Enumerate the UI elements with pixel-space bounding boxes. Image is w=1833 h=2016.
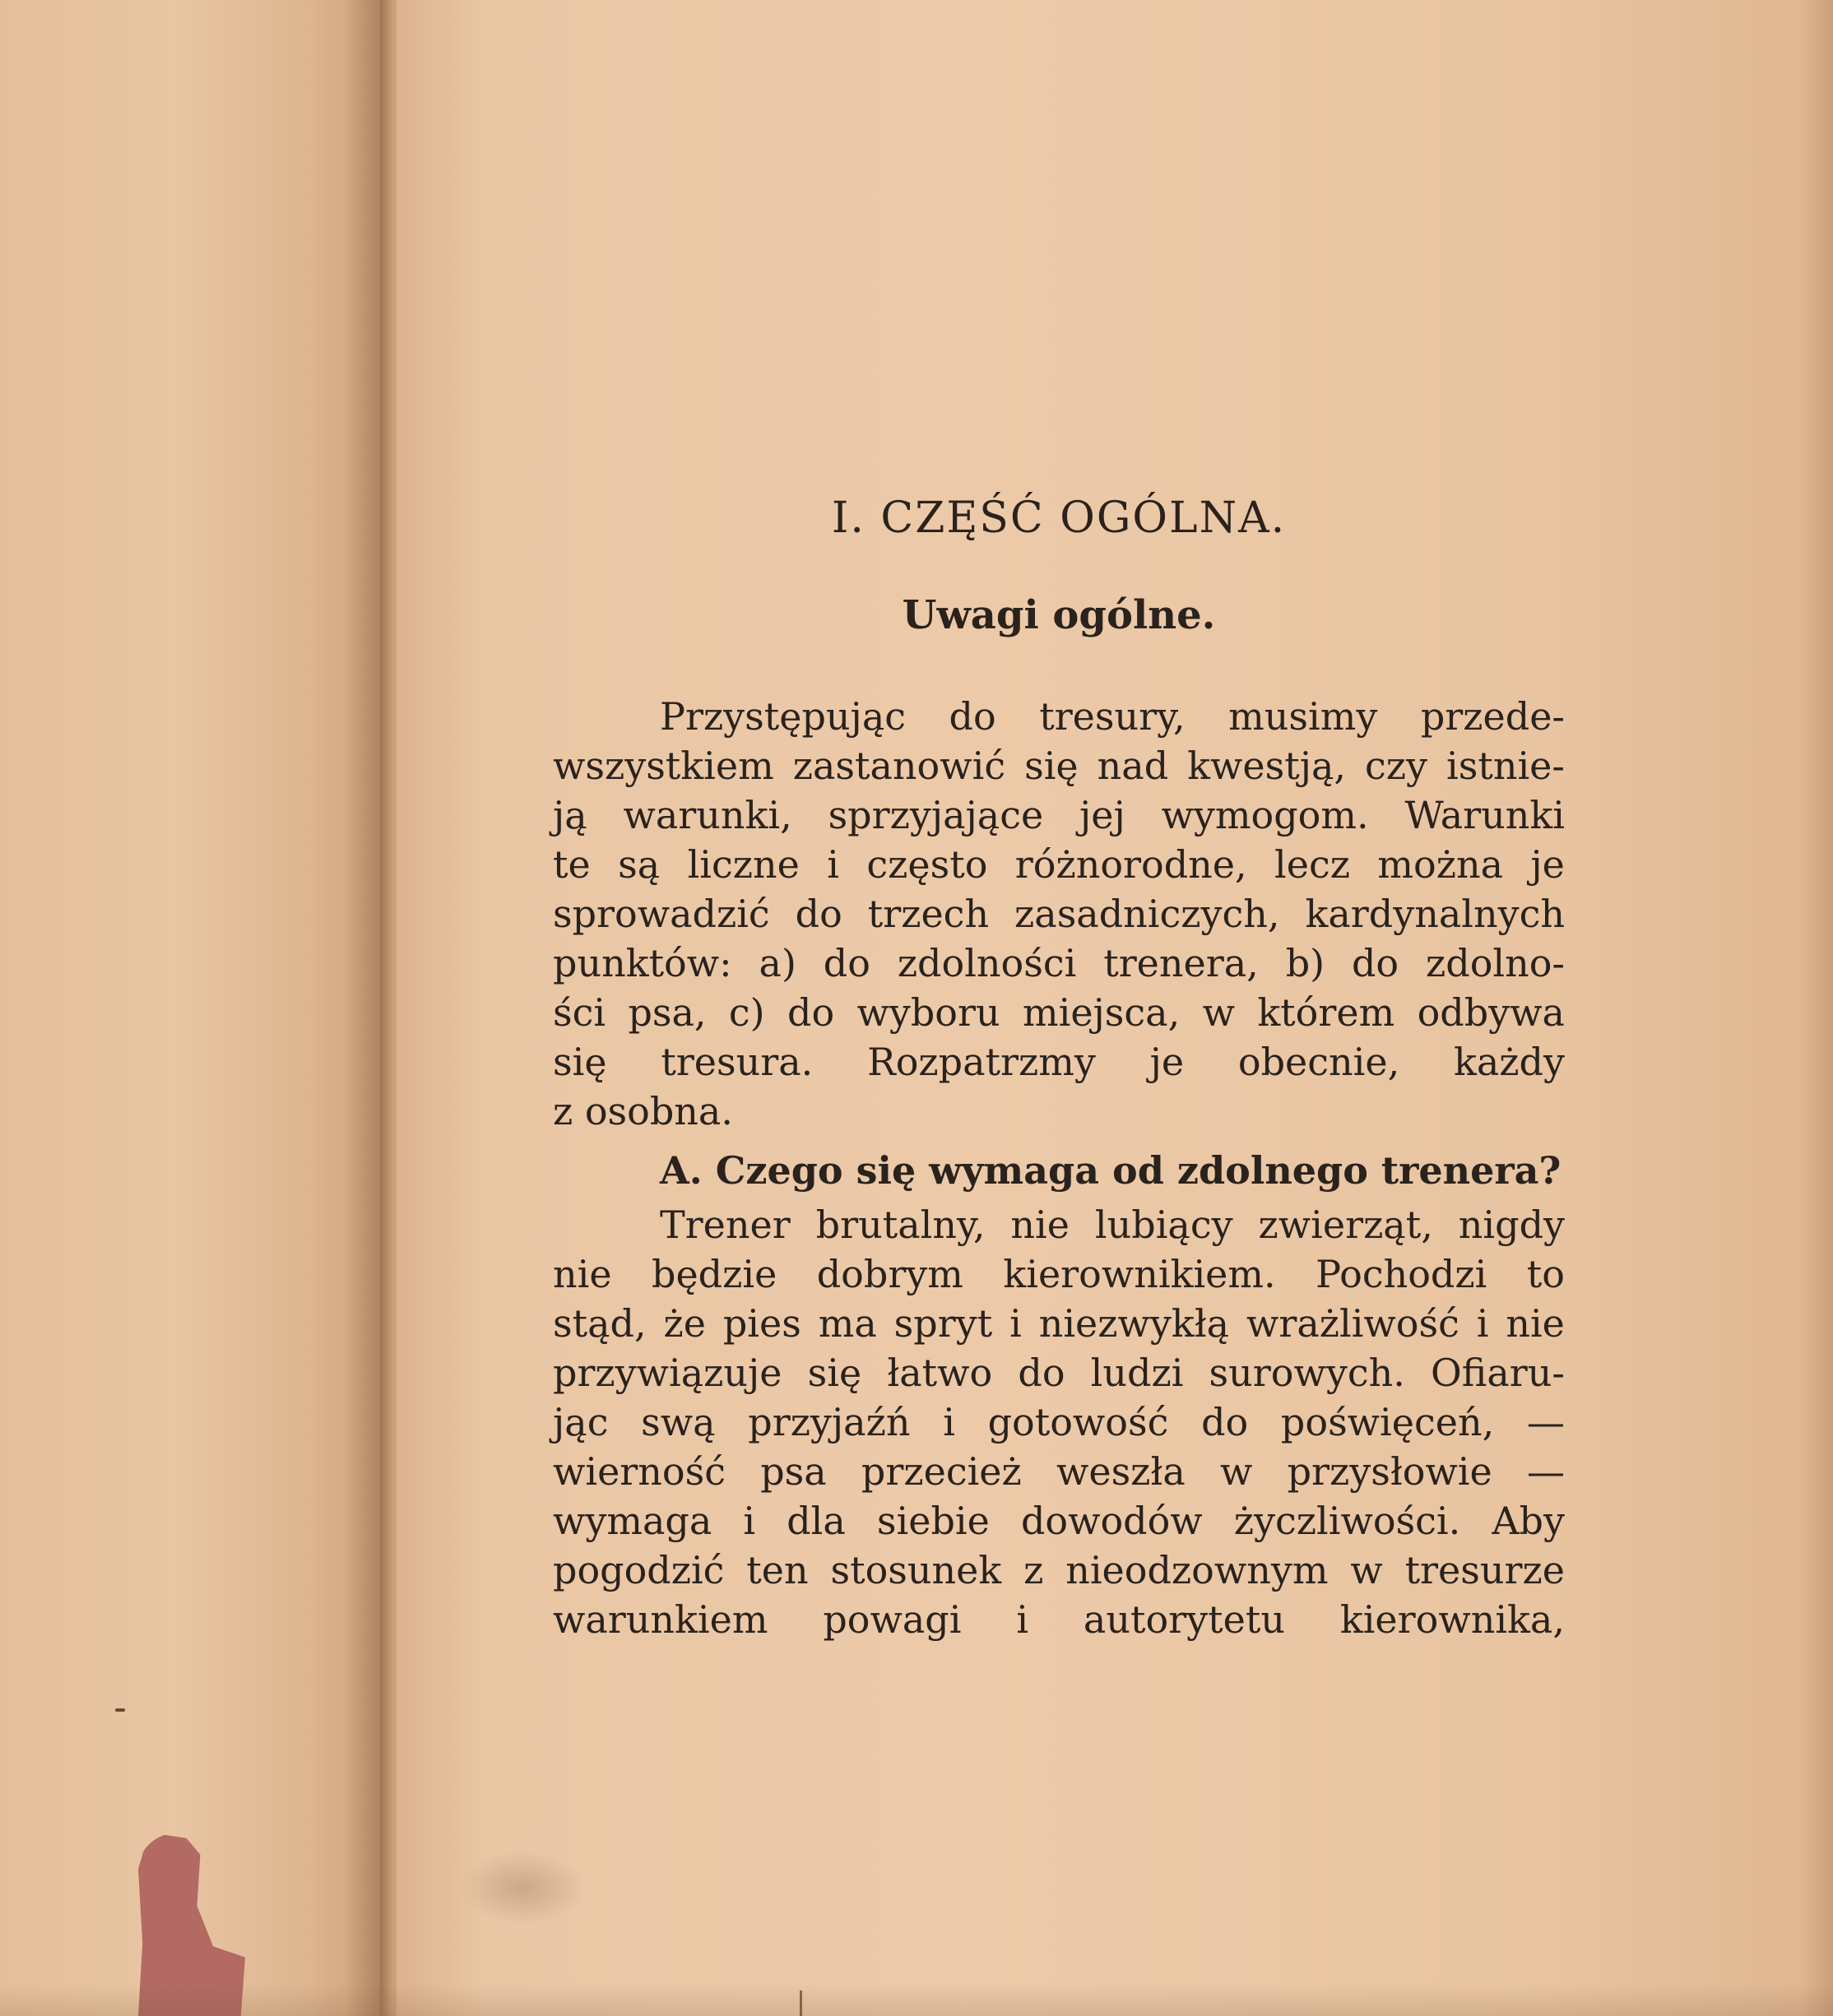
word: Pochodzi: [1316, 1252, 1487, 1296]
word: Trener: [660, 1203, 791, 1247]
word: a): [759, 941, 796, 985]
left-page: [0, 0, 387, 2016]
word: jej: [1079, 793, 1125, 837]
text-line: [553, 692, 1565, 741]
word: przede-: [1420, 694, 1565, 739]
word: liczne: [687, 842, 800, 887]
word: swą: [641, 1400, 716, 1444]
word: często: [866, 842, 988, 887]
word: kierownika,: [1339, 1597, 1565, 1642]
word: siebie: [876, 1499, 990, 1543]
word: warunki,: [623, 793, 792, 837]
word: Ofiaru-: [1430, 1351, 1565, 1395]
text-line: [553, 741, 1565, 790]
paper-smudge: [461, 1851, 584, 1925]
word: kwestją,: [1187, 744, 1347, 788]
word: wrażliwość: [1246, 1301, 1459, 1346]
text-line: [553, 1348, 1565, 1397]
word: dla: [787, 1499, 846, 1543]
word: pies: [722, 1301, 801, 1346]
word: się: [807, 1351, 862, 1395]
word: i: [743, 1499, 756, 1543]
word: wszystkiem: [553, 744, 774, 788]
line-text: z osobna.: [553, 1089, 733, 1133]
word: się: [553, 1040, 607, 1084]
word: Aby: [1492, 1499, 1565, 1543]
text-line: [553, 840, 1565, 889]
word: tresura.: [661, 1040, 814, 1084]
word: musimy: [1228, 694, 1378, 739]
word: zdolności: [897, 941, 1077, 985]
text-line: [553, 1299, 1565, 1348]
page-text: [553, 494, 1565, 1644]
word: są: [618, 842, 661, 887]
word: powagi: [823, 1597, 962, 1642]
word: ma: [818, 1301, 877, 1346]
word: zwierząt,: [1258, 1203, 1433, 1247]
word: w: [1202, 990, 1235, 1035]
word: nad: [1097, 744, 1169, 788]
word: Przystępując: [660, 694, 906, 739]
word: i: [827, 842, 839, 887]
paragraph-1: [553, 692, 1565, 1136]
word: przysłowie: [1287, 1449, 1492, 1494]
word: psa: [760, 1449, 827, 1494]
word: nigdy: [1458, 1203, 1565, 1247]
ink-speck: [115, 1708, 125, 1712]
word: dobrym: [816, 1252, 963, 1296]
word: punktów:: [553, 941, 732, 985]
word: wyboru: [856, 990, 1000, 1035]
paragraph-2: [553, 1200, 1565, 1644]
section-title: Uwagi ogólne.: [902, 592, 1216, 638]
word: odbywa: [1417, 990, 1565, 1035]
text-line: [553, 1037, 1565, 1087]
word: jąc: [553, 1400, 609, 1444]
text-line: [553, 988, 1565, 1037]
right-page-edge: [1800, 0, 1833, 2016]
word: łatwo: [887, 1351, 993, 1395]
word: istnie-: [1446, 744, 1565, 788]
text-line: [553, 1397, 1565, 1447]
word: pogodzić: [553, 1548, 725, 1592]
word: można: [1377, 842, 1503, 887]
word: —: [1526, 1449, 1565, 1494]
page-bottom-shadow: [0, 1983, 1833, 2016]
word: zdolno-: [1426, 941, 1565, 985]
word: c): [728, 990, 765, 1035]
word: brutalny,: [815, 1203, 986, 1247]
word: dowodów: [1020, 1499, 1203, 1543]
word: przyjaźń: [748, 1400, 911, 1444]
word: w: [1350, 1548, 1383, 1592]
word: do: [795, 892, 842, 936]
text-line: [553, 790, 1565, 840]
text-line: [553, 1200, 1565, 1249]
word: i: [943, 1400, 955, 1444]
word: nie: [553, 1252, 612, 1296]
word: trzech: [867, 892, 990, 936]
word: i: [1476, 1301, 1489, 1346]
word: i: [1009, 1301, 1022, 1346]
word: poświęceń,: [1280, 1400, 1495, 1444]
word: je: [1149, 1040, 1185, 1084]
word: ten: [746, 1548, 809, 1592]
word: gotowość: [987, 1400, 1169, 1444]
word: do: [787, 990, 835, 1035]
word: —: [1526, 1400, 1565, 1444]
word: autorytetu: [1083, 1597, 1285, 1642]
word: je: [1530, 842, 1565, 887]
word: to: [1526, 1252, 1565, 1296]
text-line: [553, 1496, 1565, 1546]
word: różnorodne,: [1014, 842, 1247, 887]
word: warunkiem: [553, 1597, 768, 1642]
word: ści: [553, 990, 606, 1035]
word: będzie: [652, 1252, 777, 1296]
word: trenera,: [1103, 941, 1259, 985]
word: te: [553, 842, 591, 887]
word: ludzi: [1090, 1351, 1184, 1395]
word: zasadniczych,: [1014, 892, 1280, 936]
word: tresurze: [1404, 1548, 1565, 1592]
text-line: [553, 1249, 1565, 1299]
word: wymogom.: [1161, 793, 1369, 837]
word: nieodzownym: [1065, 1548, 1329, 1592]
word: lubiący: [1094, 1203, 1233, 1247]
word: nie: [1010, 1203, 1070, 1247]
word: lecz: [1274, 842, 1350, 887]
word: zastanowić: [792, 744, 1006, 788]
word: że: [663, 1301, 706, 1346]
word: do: [949, 694, 996, 739]
chapter-title: I. CZĘŚĆ OGÓLNA.: [831, 494, 1287, 543]
word: psa,: [628, 990, 707, 1035]
word: którem: [1257, 990, 1395, 1035]
word: obecnie,: [1237, 1040, 1400, 1084]
word: weszła: [1056, 1449, 1186, 1494]
word: niezwykłą: [1038, 1301, 1230, 1346]
word: czy: [1365, 744, 1428, 788]
word: ją: [553, 793, 587, 837]
word: wierność: [553, 1449, 726, 1494]
word: do: [1018, 1351, 1065, 1395]
word: życzliwości.: [1233, 1499, 1461, 1543]
word: sprowadzić: [553, 892, 770, 936]
word: do: [823, 941, 870, 985]
word: się: [1024, 744, 1079, 788]
word: wymaga: [553, 1499, 712, 1543]
word: surowych.: [1209, 1351, 1405, 1395]
text-line: [553, 1595, 1565, 1644]
word: przywiązuje: [553, 1351, 782, 1395]
word: do: [1201, 1400, 1249, 1444]
word: przecież: [861, 1449, 1022, 1494]
word: Warunki: [1404, 793, 1565, 837]
word: każdy: [1454, 1040, 1565, 1084]
text-line: [553, 1087, 1565, 1136]
word: do: [1351, 941, 1399, 985]
word: b): [1285, 941, 1325, 985]
text-line: [553, 889, 1565, 938]
text-line: [553, 1546, 1565, 1595]
word: sprzyjające: [828, 793, 1044, 837]
word: kierownikiem.: [1003, 1252, 1276, 1296]
word: kardynalnych: [1305, 892, 1565, 936]
word: stąd,: [553, 1301, 647, 1346]
word: stosunek: [830, 1548, 1002, 1592]
text-line: [553, 938, 1565, 988]
subheading: A. Czego się wymaga od zdolnego trenera?: [660, 1148, 1562, 1193]
word: z: [1023, 1548, 1044, 1592]
word: nie: [1506, 1301, 1565, 1346]
text-line: [553, 1447, 1565, 1496]
word: i: [1016, 1597, 1029, 1642]
word: miejsca,: [1022, 990, 1181, 1035]
word: spryt: [893, 1301, 993, 1346]
word: tresury,: [1039, 694, 1186, 739]
word: w: [1219, 1449, 1253, 1494]
word: Rozpatrzmy: [867, 1040, 1096, 1084]
